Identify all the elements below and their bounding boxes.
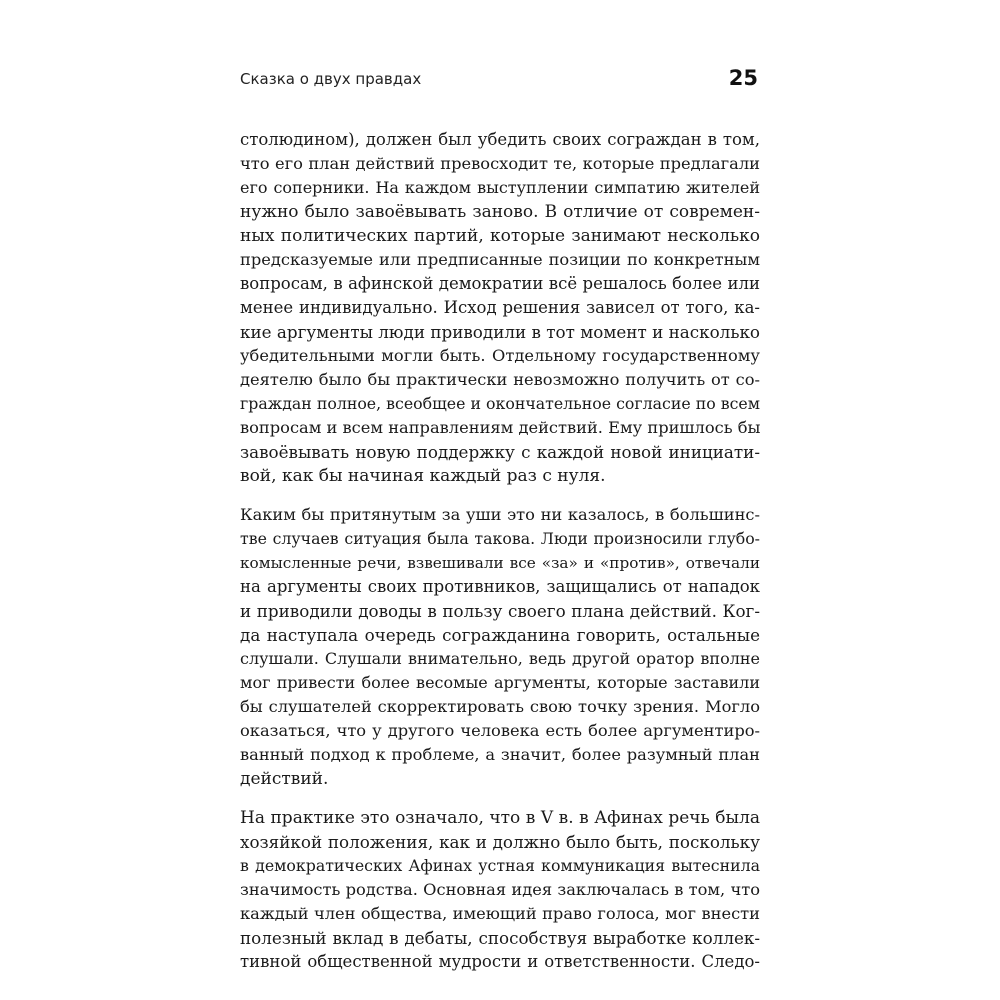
text-line: Каким бы притянутым за уши это ни казалось, в большинс- [240,505,760,524]
text-line: ных политических партий, которые занимают несколько [240,226,760,246]
page-number: 25 [728,66,758,90]
text-line: каждый член общества, имеющий право голоса, мог внести [240,904,760,923]
paragraph [240,806,760,974]
text-line: кие аргументы люди приводили в тот момент и насколько [240,322,760,342]
text-line: оказаться, что у другого человека есть более аргументиро- [240,721,760,740]
text-line: и приводили доводы в пользу своего плана действий. Ког- [240,601,760,621]
text-line: на аргументы своих противников, защищались от нападок [240,577,760,596]
running-title: Сказка о двух правдах [240,70,422,88]
text-line: слушали. Слушали внимательно, ведь другой оратор вполне [240,649,760,668]
text-line: его соперники. На каждом выступлении симпатию жителей [240,178,760,197]
text-line: деятелю было бы практически невозможно получить от со- [240,370,760,389]
text-line: тивной общественной мудрости и ответственности. Следо- [240,952,760,971]
text-line: в демократических Афинах устная коммуникация вытеснила [240,856,760,875]
text-line: полезный вклад в дебаты, способствуя выработке коллек- [240,928,760,948]
paragraph [240,503,760,791]
text-line: действий. [240,769,329,789]
text-line: да наступала очередь согражданина говорить, остальные [240,625,760,645]
text-line: значимость родства. Основная идея заключалась в том, что [240,880,760,899]
text-line: комысленные речи, взвешивали все «за» и «против», отвечали [240,554,760,572]
text-line: что его план действий превосходит те, которые предлагали [240,154,760,173]
running-head [240,66,758,92]
text-line: завоёвывать новую поддержку с каждой новой инициати- [240,442,760,462]
text-line: На практике это означало, что в V в. в Афинах речь была [240,808,760,828]
text-line: предсказуемые или предписанные позиции по конкретным [240,250,760,269]
body-text [240,128,760,989]
text-line: нужно было завоёвывать заново. В отличие от современ- [240,202,760,222]
text-line: менее индивидуально. Исход решения зависел от того, ка- [240,298,760,317]
text-line: вой, как бы начиная каждый раз с нуля. [240,466,606,486]
text-line: бы слушателей скорректировать свою точку зрения. Могло [240,697,760,716]
text-line: тве случаев ситуация была такова. Люди произносили глубо- [240,529,760,548]
text-line: вопросам, в афинской демократии всё решалось более или [240,274,760,293]
text-line: граждан полное, всеобщее и окончательное согласие по всем [240,394,760,413]
text-line: ванный подход к проблеме, а значит, более разумный план [240,745,760,764]
text-line: мог привести более весомые аргументы, которые заставили [240,673,760,692]
text-line: убедительными могли быть. Отдельному государственному [240,346,760,365]
text-line: столюдином), должен был убедить своих сограждан в том, [240,130,760,149]
text-line: вопросам и всем направлениям действий. Ему пришлось бы [240,418,760,437]
paragraph [240,128,760,488]
text-line: хозяйкой положения, как и должно было быть, поскольку [240,832,760,852]
